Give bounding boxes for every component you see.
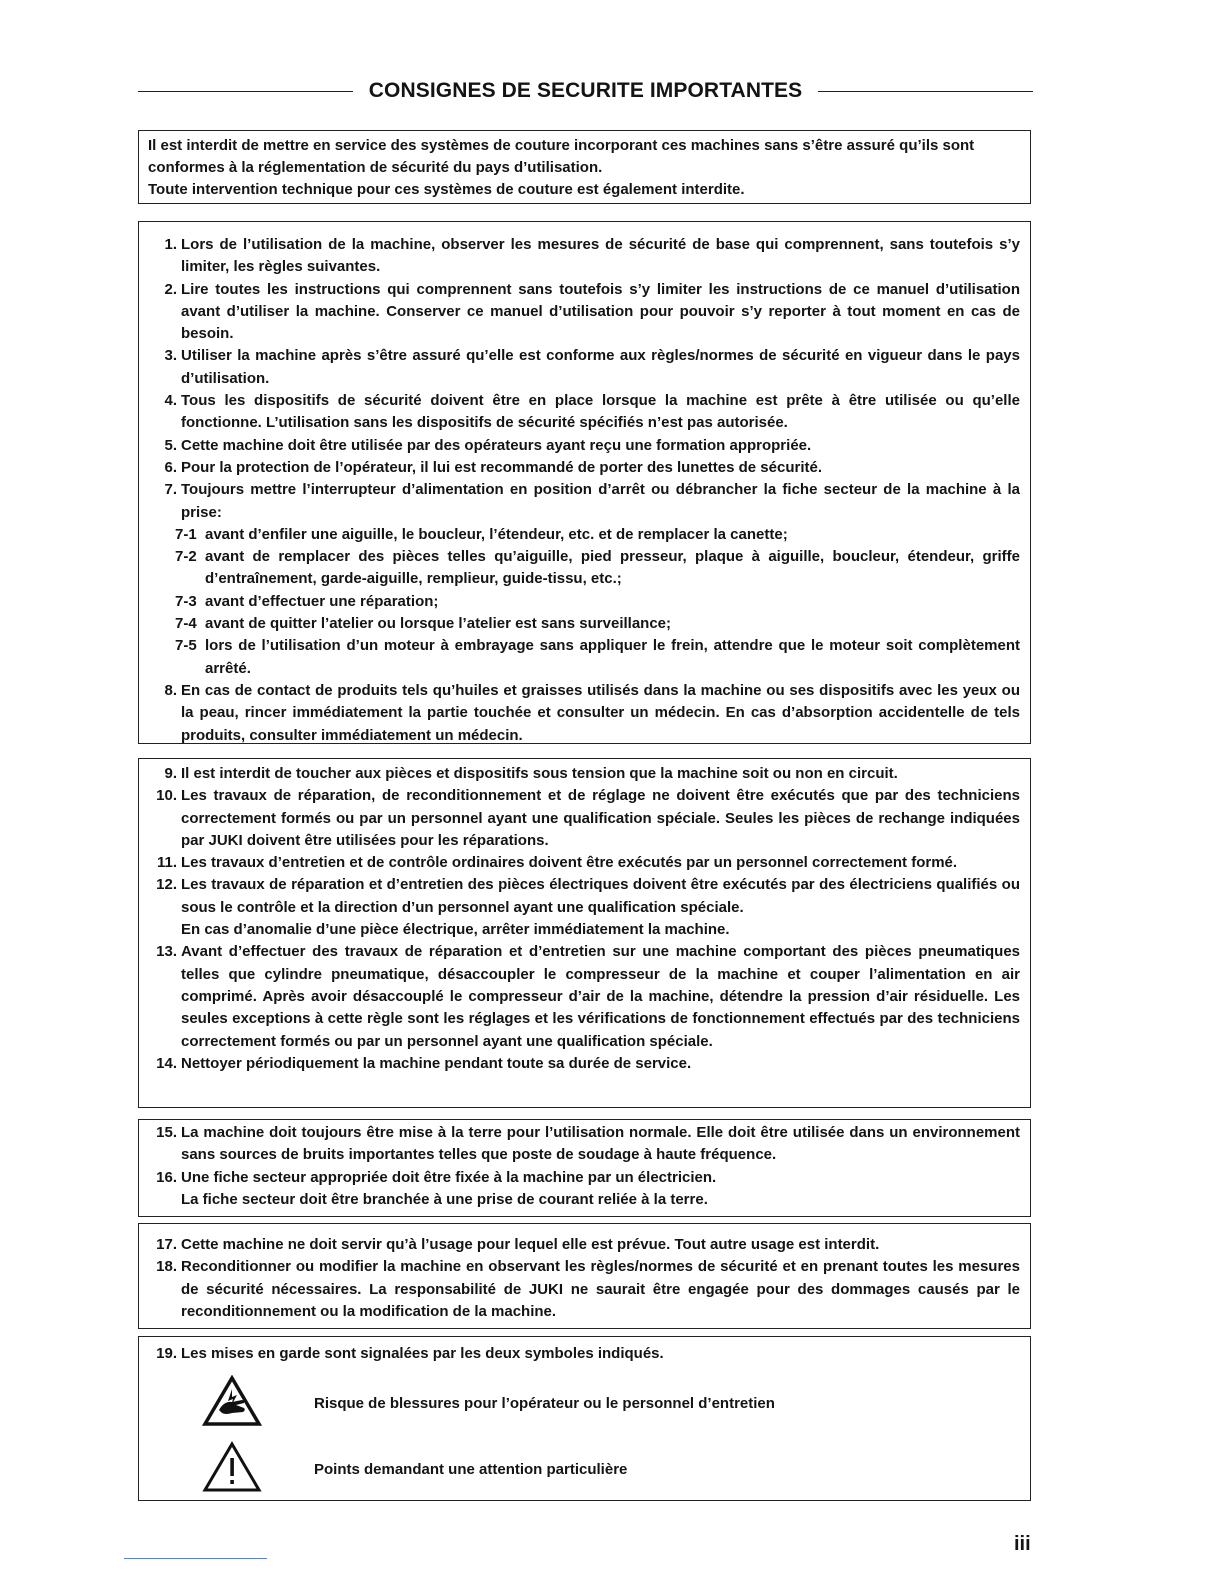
safety-box-1 <box>138 221 1031 744</box>
list-item <box>139 1122 1020 1167</box>
page-number: iii <box>1014 1533 1031 1555</box>
sub-item-text: avant d’enfiler une aiguille, le boucleur, l’étendeur, etc. et de remplacer la canette; <box>205 525 788 543</box>
list-item <box>139 1256 1020 1323</box>
sub-item <box>139 524 1020 546</box>
sub-item-number: 7-3 <box>175 592 197 610</box>
item-number: 16. <box>156 1168 177 1186</box>
header-rule-right <box>818 91 1033 92</box>
intro-paragraph: Il est interdit de mettre en service des systèmes de couture incorporant ces machines sans s’être assuré qu’ils sont conformes à la réglementation de sécurité du pays d’utilisation. <box>148 137 975 176</box>
list-item <box>139 1234 1020 1256</box>
item-text: Nettoyer périodiquement la machine pendant toute sa durée de service. <box>181 1054 692 1072</box>
safety-box-2 <box>138 758 1031 1108</box>
list-item <box>139 390 1020 435</box>
item-number: 13. <box>156 943 177 961</box>
list-item <box>139 680 1020 747</box>
list-item-continuation <box>139 1189 1020 1211</box>
item-text: Les mises en garde sont signalées par les deux symboles indiqués. <box>181 1345 664 1362</box>
item-number: 5. <box>164 436 177 454</box>
list-item <box>139 874 1020 919</box>
footer-line <box>124 1558 267 1559</box>
item-number: 9. <box>164 765 177 782</box>
sub-item-number: 7-1 <box>175 525 197 543</box>
item-text: En cas d’anomalie d’une pièce électrique, arrêter immédiatement la machine. <box>181 921 730 939</box>
item-text: Toujours mettre l’interrupteur d’alimentation en position d’arrêt ou débrancher la fiche secteur de la machine à la prise: <box>181 481 1020 521</box>
item-number: 3. <box>164 347 177 365</box>
hand-injury-warning-icon <box>202 1375 262 1427</box>
safety-box-5 <box>138 1336 1031 1501</box>
item-number: 15. <box>156 1124 177 1141</box>
list-item-continuation <box>139 919 1020 941</box>
symbol-label: Risque de blessures pour l’opérateur ou le personnel d’entretien <box>314 1395 775 1412</box>
item-text: Tous les dispositifs de sécurité doivent être en place lorsque la machine est prête à être utilisée ou qu’elle fonctionne. L’utilisation sans les dispositifs de sécurité spécifiés n’est pas autorisée. <box>181 392 1020 432</box>
sub-item <box>139 635 1020 680</box>
safety-box-3 <box>138 1119 1031 1217</box>
item-text: Reconditionner ou modifier la machine en observant les règles/normes de sécurité et en prenant toutes les mesures de sécurité nécessaires. La responsabilité de JUKI ne saurait être engagée pour des dommages causés par le reconditionnement ou la modification de la machine. <box>181 1258 1020 1320</box>
list-item <box>139 763 1020 785</box>
item-number: 18. <box>156 1258 177 1276</box>
sub-item <box>139 613 1020 635</box>
list-item <box>139 279 1020 346</box>
sub-item-text: avant d’effectuer une réparation; <box>205 592 439 610</box>
page-header <box>138 76 1033 106</box>
hand-injury-warning-icon <box>202 1375 262 1427</box>
list-item <box>139 785 1020 852</box>
item-number: 7. <box>164 481 177 499</box>
sub-item-number: 7-2 <box>175 548 197 566</box>
item-text: La machine doit toujours être mise à la terre pour l’utilisation normale. Elle doit être utilisée dans un environnement sans sources de bruits importantes telles que poste de soudage à haute fréquence. <box>181 1124 1020 1164</box>
list-item <box>139 1343 1020 1365</box>
sub-item <box>139 591 1020 613</box>
item-text: Avant d’effectuer des travaux de réparation et d’entretien sur une machine comportant des pièces pneumatiques telles que cylindre pneumatique, désaccoupler le compresseur de la machine et couper l’alimentation en air comprimé. Après avoir désaccouplé le compresseur d’air de la machine, détendre la pression d’air résiduelle. Les seules exceptions à cette règle sont les réglages et les vérifications de fonctionnement effectués par des techniciens correctement formés ou par un personnel ayant une qualification spéciale. <box>181 943 1020 1050</box>
list-item <box>139 234 1020 279</box>
item-number: 17. <box>156 1236 177 1253</box>
item-number: 1. <box>164 236 177 253</box>
list-item <box>139 852 1020 874</box>
item-number: 19. <box>156 1345 177 1362</box>
item-text: La fiche secteur doit être branchée à une prise de courant reliée à la terre. <box>181 1190 708 1208</box>
safety-box-4 <box>138 1223 1031 1329</box>
list-item <box>139 435 1020 457</box>
symbol-label: Points demandant une attention particulière <box>314 1461 628 1478</box>
item-text: Les travaux de réparation, de reconditionnement et de réglage ne doivent être exécutés que par des techniciens correctement formés ou par un personnel ayant une qualification spéciale. Seules les pièces de rechange indiquées par JUKI doivent être utilisées pour les réparations. <box>181 787 1020 849</box>
item-text: Lire toutes les instructions qui comprennent sans toutefois s’y limiter les instructions de ce manuel d’utilisation avant d’utiliser la machine. Conserver ce manuel d’utilisation pour pouvoir s’y reporter à tout moment en cas de besoin. <box>181 280 1020 343</box>
list-item <box>139 941 1020 1052</box>
item-text: En cas de contact de produits tels qu’huiles et graisses utilisés dans la machine ou ses dispositifs avec les yeux ou la peau, rincer immédiatement la partie touchée et consulter un médecin. En cas d’absorption accidentelle de tels produits, consulter immédiatement un médecin. <box>181 681 1020 744</box>
list-item <box>139 457 1020 479</box>
list-item <box>139 479 1020 524</box>
item-text: Cette machine doit être utilisée par des opérateurs ayant reçu une formation appropriée. <box>181 436 812 454</box>
item-text: Les travaux d’entretien et de contrôle ordinaires doivent être exécutés par un personnel correctement formé. <box>181 854 958 872</box>
item-text: Pour la protection de l’opérateur, il lui est recommandé de porter des lunettes de sécurité. <box>181 458 823 476</box>
item-number: 4. <box>164 392 177 410</box>
page-title: CONSIGNES DE SECURITE IMPORTANTES <box>368 79 803 102</box>
intro-box <box>138 130 1031 204</box>
header-rule-left <box>138 91 353 92</box>
sub-item-text: avant de quitter l’atelier ou lorsque l’atelier est sans surveillance; <box>205 615 672 633</box>
sub-item-number: 7-4 <box>175 615 197 633</box>
sub-item <box>139 546 1020 591</box>
list-item <box>139 1167 1020 1189</box>
item-number: 11. <box>156 854 177 872</box>
exclamation-warning-icon <box>202 1441 262 1493</box>
intro-paragraph: Toute intervention technique pour ces systèmes de couture est également interdite. <box>148 181 745 198</box>
exclamation-warning-icon <box>202 1441 262 1493</box>
item-text: Utiliser la machine après s’être assuré qu’elle est conforme aux règles/normes de sécurité en vigueur dans le pays d’utilisation. <box>181 347 1020 387</box>
item-number: 2. <box>164 280 177 298</box>
sub-item-text: avant de remplacer des pièces telles qu’aiguille, pied presseur, plaque à aiguille, boucleur, étendeur, griffe d’entraînement, garde-aiguille, remplieur, guide-tissu, etc.; <box>205 548 1020 588</box>
item-text: Les travaux de réparation et d’entretien des pièces électriques doivent être exécutés par des électriciens qualifiés ou sous le contrôle et la direction d’un personnel ayant une qualification spéciale. <box>181 876 1020 916</box>
item-text: Une fiche secteur appropriée doit être fixée à la machine par un électricien. <box>181 1168 717 1186</box>
sub-item-text: lors de l’utilisation d’un moteur à embrayage sans appliquer le frein, attendre que le moteur soit complètement arrêté. <box>205 637 1020 677</box>
item-number: 8. <box>164 681 177 699</box>
list-item <box>139 1053 1020 1075</box>
item-number: 6. <box>164 458 177 476</box>
list-item <box>139 345 1020 390</box>
item-number: 12. <box>156 876 177 894</box>
item-text: Cette machine ne doit servir qu’à l’usage pour lequel elle est prévue. Tout autre usage est interdit. <box>181 1236 880 1253</box>
item-number: 10. <box>156 787 177 805</box>
item-number: 14. <box>156 1054 177 1072</box>
item-text: Il est interdit de toucher aux pièces et dispositifs sous tension que la machine soit ou non en circuit. <box>181 765 898 782</box>
item-text: Lors de l’utilisation de la machine, observer les mesures de sécurité de base qui comprennent, sans toutefois s’y limiter, les règles suivantes. <box>181 236 1020 276</box>
sub-item-number: 7-5 <box>175 637 197 655</box>
